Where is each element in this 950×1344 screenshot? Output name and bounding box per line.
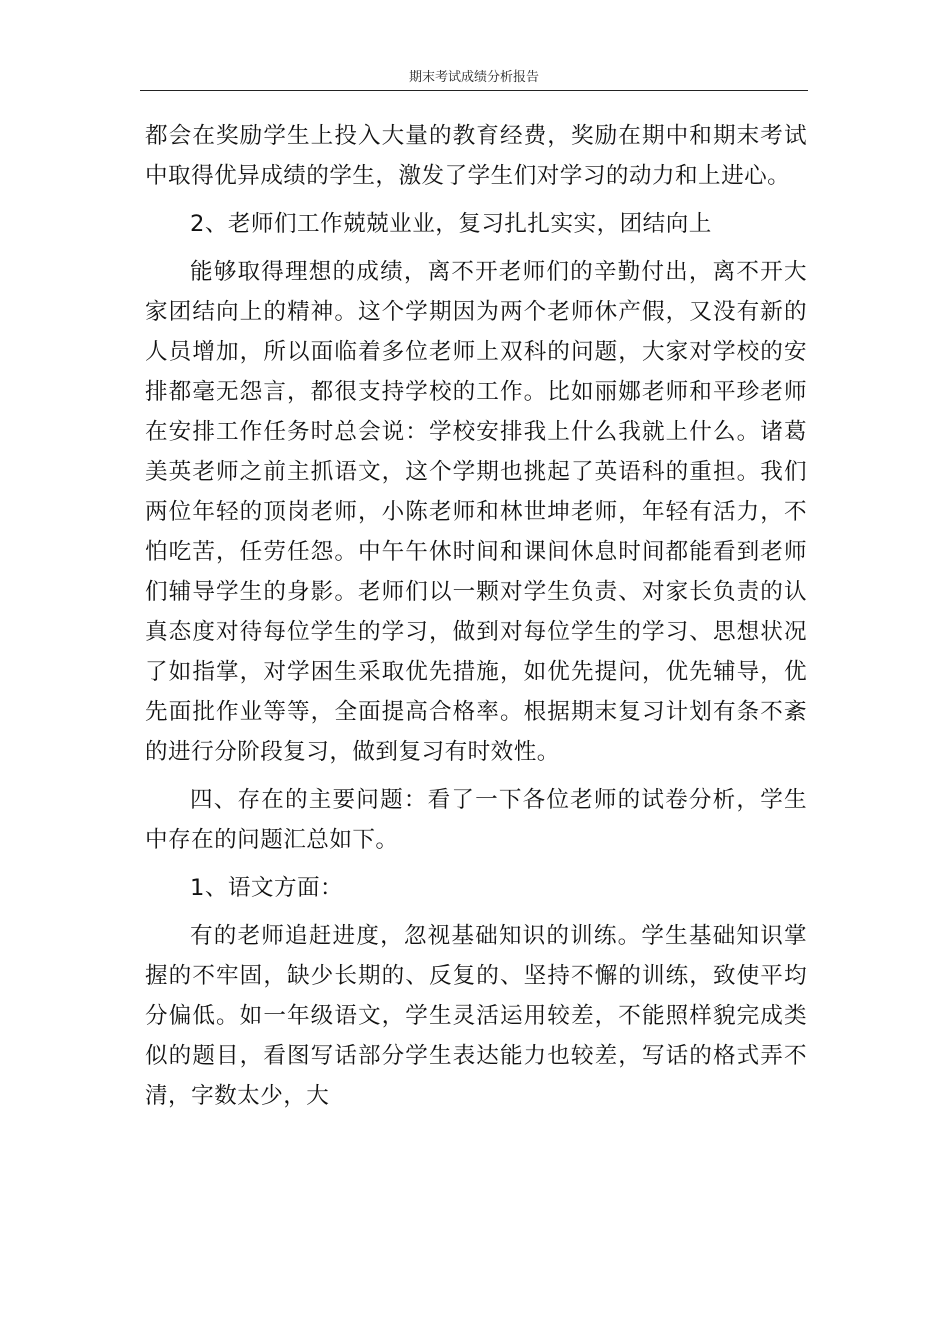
paragraph-5-subheading: 1、语文方面：: [190, 875, 344, 901]
paragraph-3: 能够取得理想的成绩，离不开老师们的辛勤付出，离不开大家团结向上的精神。这个学期因为两个老师休产假，又没有新的人员增加，所以面临着多位老师上双科的问题，大家对学校的安排都毫无怨言，都很支持学校的工作。比如丽娜老师和平珍老师在安排工作任务时总会说：学校安排我上什么我就上什么。诸葛美英老师之前主抓语文，这个学期也挑起了英语科的重担。我们两位年轻的顶岗老师，小陈老师和林世坤老师，年轻有活力，不怕吃苦，任劳任怨。中午午休时间和课间休息时间都能看到老师们辅导学生的身影。老师们以一颗对学生负责、对家长负责的认真态度对待每位学生的学习，做到对每位学生的学习、思想状况了如指掌，对学困生采取优先措施，如优先提问，优先辅导，优先面批作业等等，全面提高合格率。根据期末复习计划有条不紊的进行分阶段复习，做到复习有时效性。: [145, 259, 807, 765]
paragraph-2-heading: 2、老师们工作兢兢业业，复习扎扎实实，团结向上: [190, 211, 712, 237]
page-header: 期末考试成绩分析报告: [140, 70, 808, 91]
paragraph-6: 有的老师追赶进度，忽视基础知识的训练。学生基础知识掌握的不牢固，缺少长期的、反复的、坚持不懈的训练，致使平均分偏低。如一年级语文，学生灵活运用较差，不能照样貌完成类似的题目，看图写话部分学生表达能力也较差，写话的格式弄不清，字数太少，大: [145, 923, 807, 1109]
document-body: [145, 116, 807, 1124]
paragraph-4-section-heading: 四、存在的主要问题：看了一下各位老师的试卷分析，学生中存在的问题汇总如下。: [145, 787, 807, 853]
paragraph-1: 都会在奖励学生上投入大量的教育经费，奖励在期中和期末考试中取得优异成绩的学生，激发了学生们对学习的动力和上进心。: [145, 123, 807, 189]
